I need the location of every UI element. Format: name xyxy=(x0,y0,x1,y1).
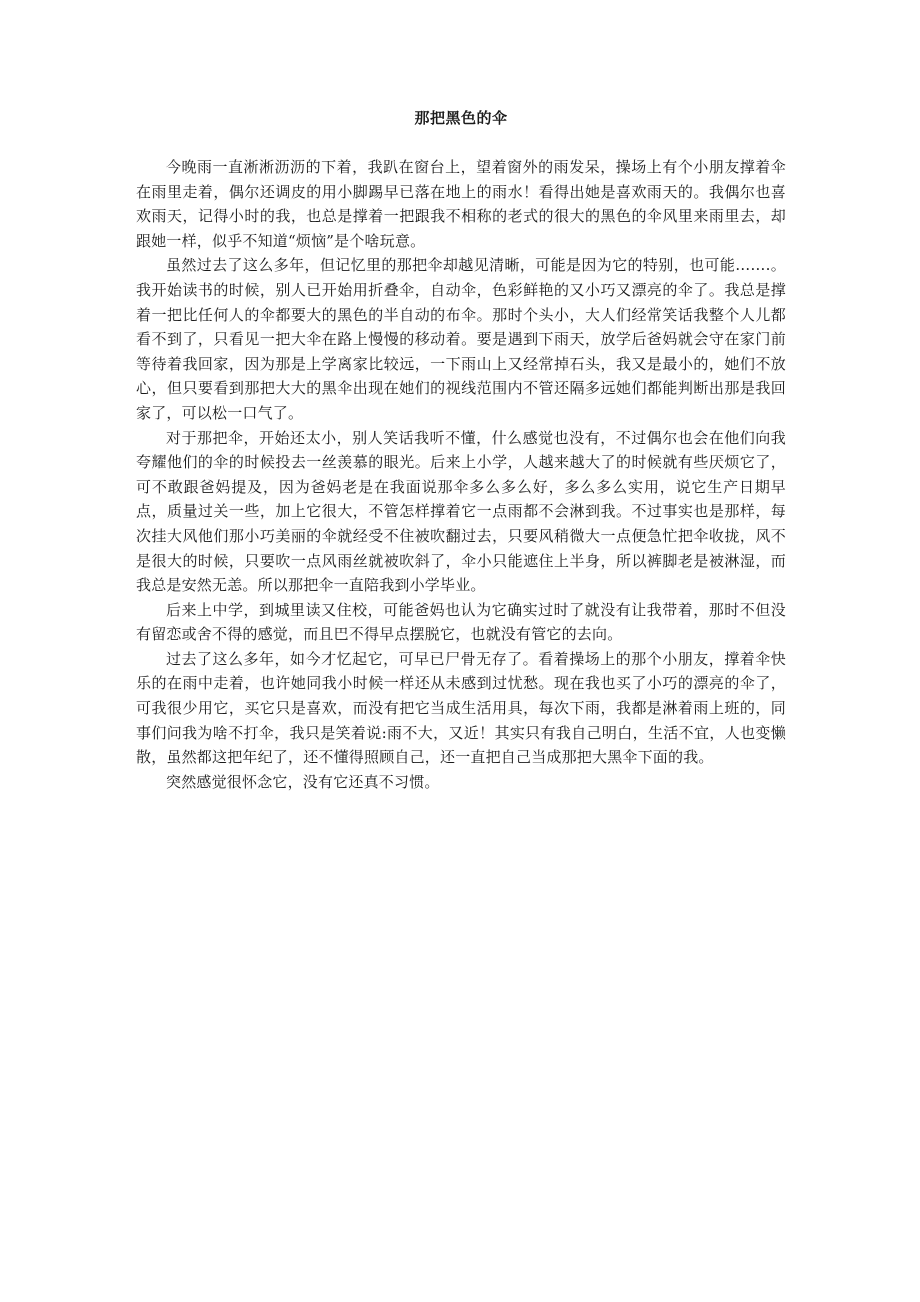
paragraph-6: 突然感觉很怀念它，没有它还真不习惯。 xyxy=(166,772,440,791)
paragraph-3: 对于那把伞，开始还太小，别人笑话我听不懂，什么感觉也没有，不过偶尔也会在他们向我夸耀他们的伞的时候投去一丝羡慕的眼光。后来上小学，人越来越大了的时候就有些厌烦它了，可不敢跟爸妈提及，因为爸妈老是在我面说那伞多么多么好，多么多么实用，说它生产日期早点，质量过关一些，加上它很大，不管怎样撑着它一点雨都不会淋到我。不过事实也是那样，每次挂大风他们那小巧美丽的伞就经受不住被吹翻过去，只要风稍微大一点便急忙把伞收拢，风不是很大的时候，只要吹一点风雨丝就被吹斜了，伞小只能遮住上半身，所以裤脚老是被淋湿，而我总是安然无恙。所以那把伞一直陪我到小学毕业。 xyxy=(136,428,786,595)
page-title: 那把黑色的伞 xyxy=(414,109,508,127)
paragraph-5: 过去了这么多年，如今才忆起它，可早已尸骨无存了。看着操场上的那个小朋友，撑着伞快乐的在雨中走着，也许她同我小时候一样还从未感到过忧愁。现在我也买了小巧的漂亮的伞了，可我很少用它，买它只是喜欢，而没有把它当成生活用具，每次下雨，我都是淋着雨上班的，同事们问我为啥不打伞，我只是笑着说:雨不大，又近！其实只有我自己明白，生活不宜，人也变懒散，虽然都这把年纪了，还不懂得照顾自己，还一直把自己当成那把大黑伞下面的我。 xyxy=(136,649,786,767)
document-page xyxy=(136,106,786,794)
paragraph-4: 后来上中学，到城里读又住校，可能爸妈也认为它确实过时了就没有让我带着，那时不但没有留恋或舍不得的感觉，而且巴不得早点摆脱它，也就没有管它的去向。 xyxy=(136,600,786,644)
paragraph-1: 今晚雨一直淅淅沥沥的下着，我趴在窗台上，望着窗外的雨发呆，操场上有个小朋友撑着伞在雨里走着，偶尔还调皮的用小脚踢早已落在地上的雨水！看得出她是喜欢雨天的。我偶尔也喜欢雨天，记得小时的我，也总是撑着一把跟我不相称的老式的很大的黑色的伞风里来雨里去，却跟她一样，似乎不知道“烦恼”是个啥玩意。 xyxy=(136,158,786,250)
paragraph-2: 虽然过去了这么多年，但记忆里的那把伞却越见清晰，可能是因为它的特别，也可能…….。我开始读书的时候，别人已开始用折叠伞，自动伞，色彩鲜艳的又小巧又漂亮的伞了。我总是撑着一把比任何人的伞都要大的黑色的半自动的布伞。那时个头小，大人们经常笑话我整个人儿都看不到了，只看见一把大伞在路上慢慢的移动着。要是遇到下雨天，放学后爸妈就会守在家门前等待着我回家，因为那是上学离家比较远，一下雨山上又经常掉石头，我又是最小的，她们不放心，但只要看到那把大大的黑伞出现在她们的视线范围内不管还隔多远她们都能判断出那是我回家了，可以松一口气了。 xyxy=(136,256,786,422)
